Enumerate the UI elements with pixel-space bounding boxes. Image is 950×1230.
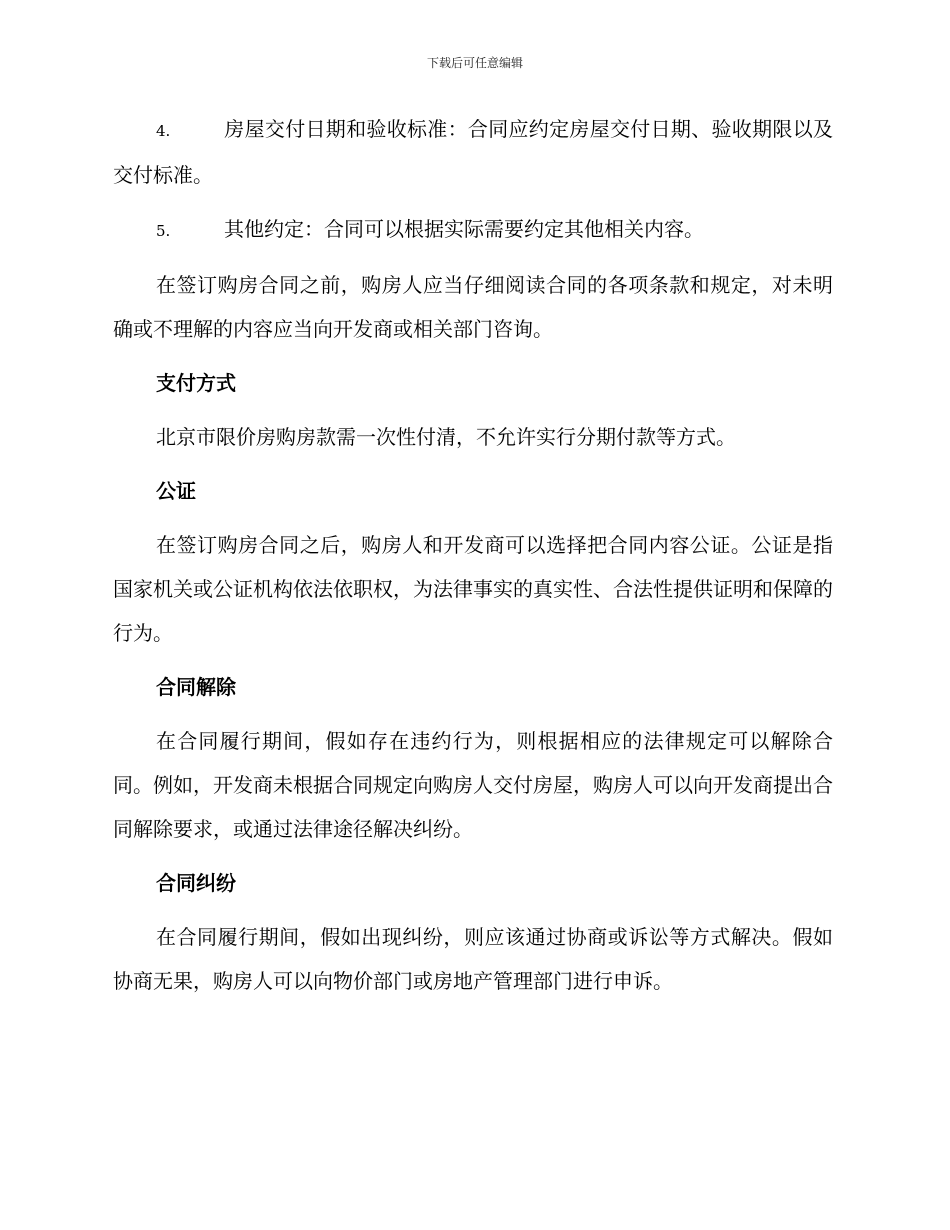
section-paragraph-termination: 在合同履行期间，假如存在违约行为，则根据相应的法律规定可以解除合同。例如，开发商未根据合同规定向购房人交付房屋，购房人可以向开发商提出合同解除要求，或通过法律途径解决纠纷。 [113,729,833,841]
list-number: 4. [156,122,171,140]
list-item-5 [113,207,833,253]
section-heading-dispute: 合同纠纷 [156,871,236,895]
section-paragraph-payment: 北京市限价房购房款需一次性付清，不允许实行分期付款等方式。 [156,425,736,449]
list-item-text: 其他约定：合同可以根据实际需要约定其他相关内容。 [224,217,704,241]
section-heading-notarization: 公证 [156,479,196,503]
list-number: 5. [156,222,171,240]
list-item-4 [113,107,833,197]
section-paragraph-notarization: 在签订购房合同之后，购房人和开发商可以选择把合同内容公证。公证是指国家机关或公证机构依法依职权，为法律事实的真实性、合法性提供证明和保障的行为。 [113,533,833,645]
section-heading-payment: 支付方式 [156,371,236,395]
list-item-text: 房屋交付日期和验收标准：合同应约定房屋交付日期、验收期限以及交付标准。 [113,117,833,187]
section-heading-termination: 合同解除 [156,675,236,699]
header-note: 下载后可任意编辑 [426,56,523,70]
intro-paragraph: 在签订购房合同之前，购房人应当仔细阅读合同的各项条款和规定，对未明确或不理解的内容应当向开发商或相关部门咨询。 [113,273,833,341]
section-paragraph-dispute: 在合同履行期间，假如出现纠纷，则应该通过协商或诉讼等方式解决。假如协商无果，购房人可以向物价部门或房地产管理部门进行申诉。 [113,925,833,993]
document-body [113,107,833,1013]
